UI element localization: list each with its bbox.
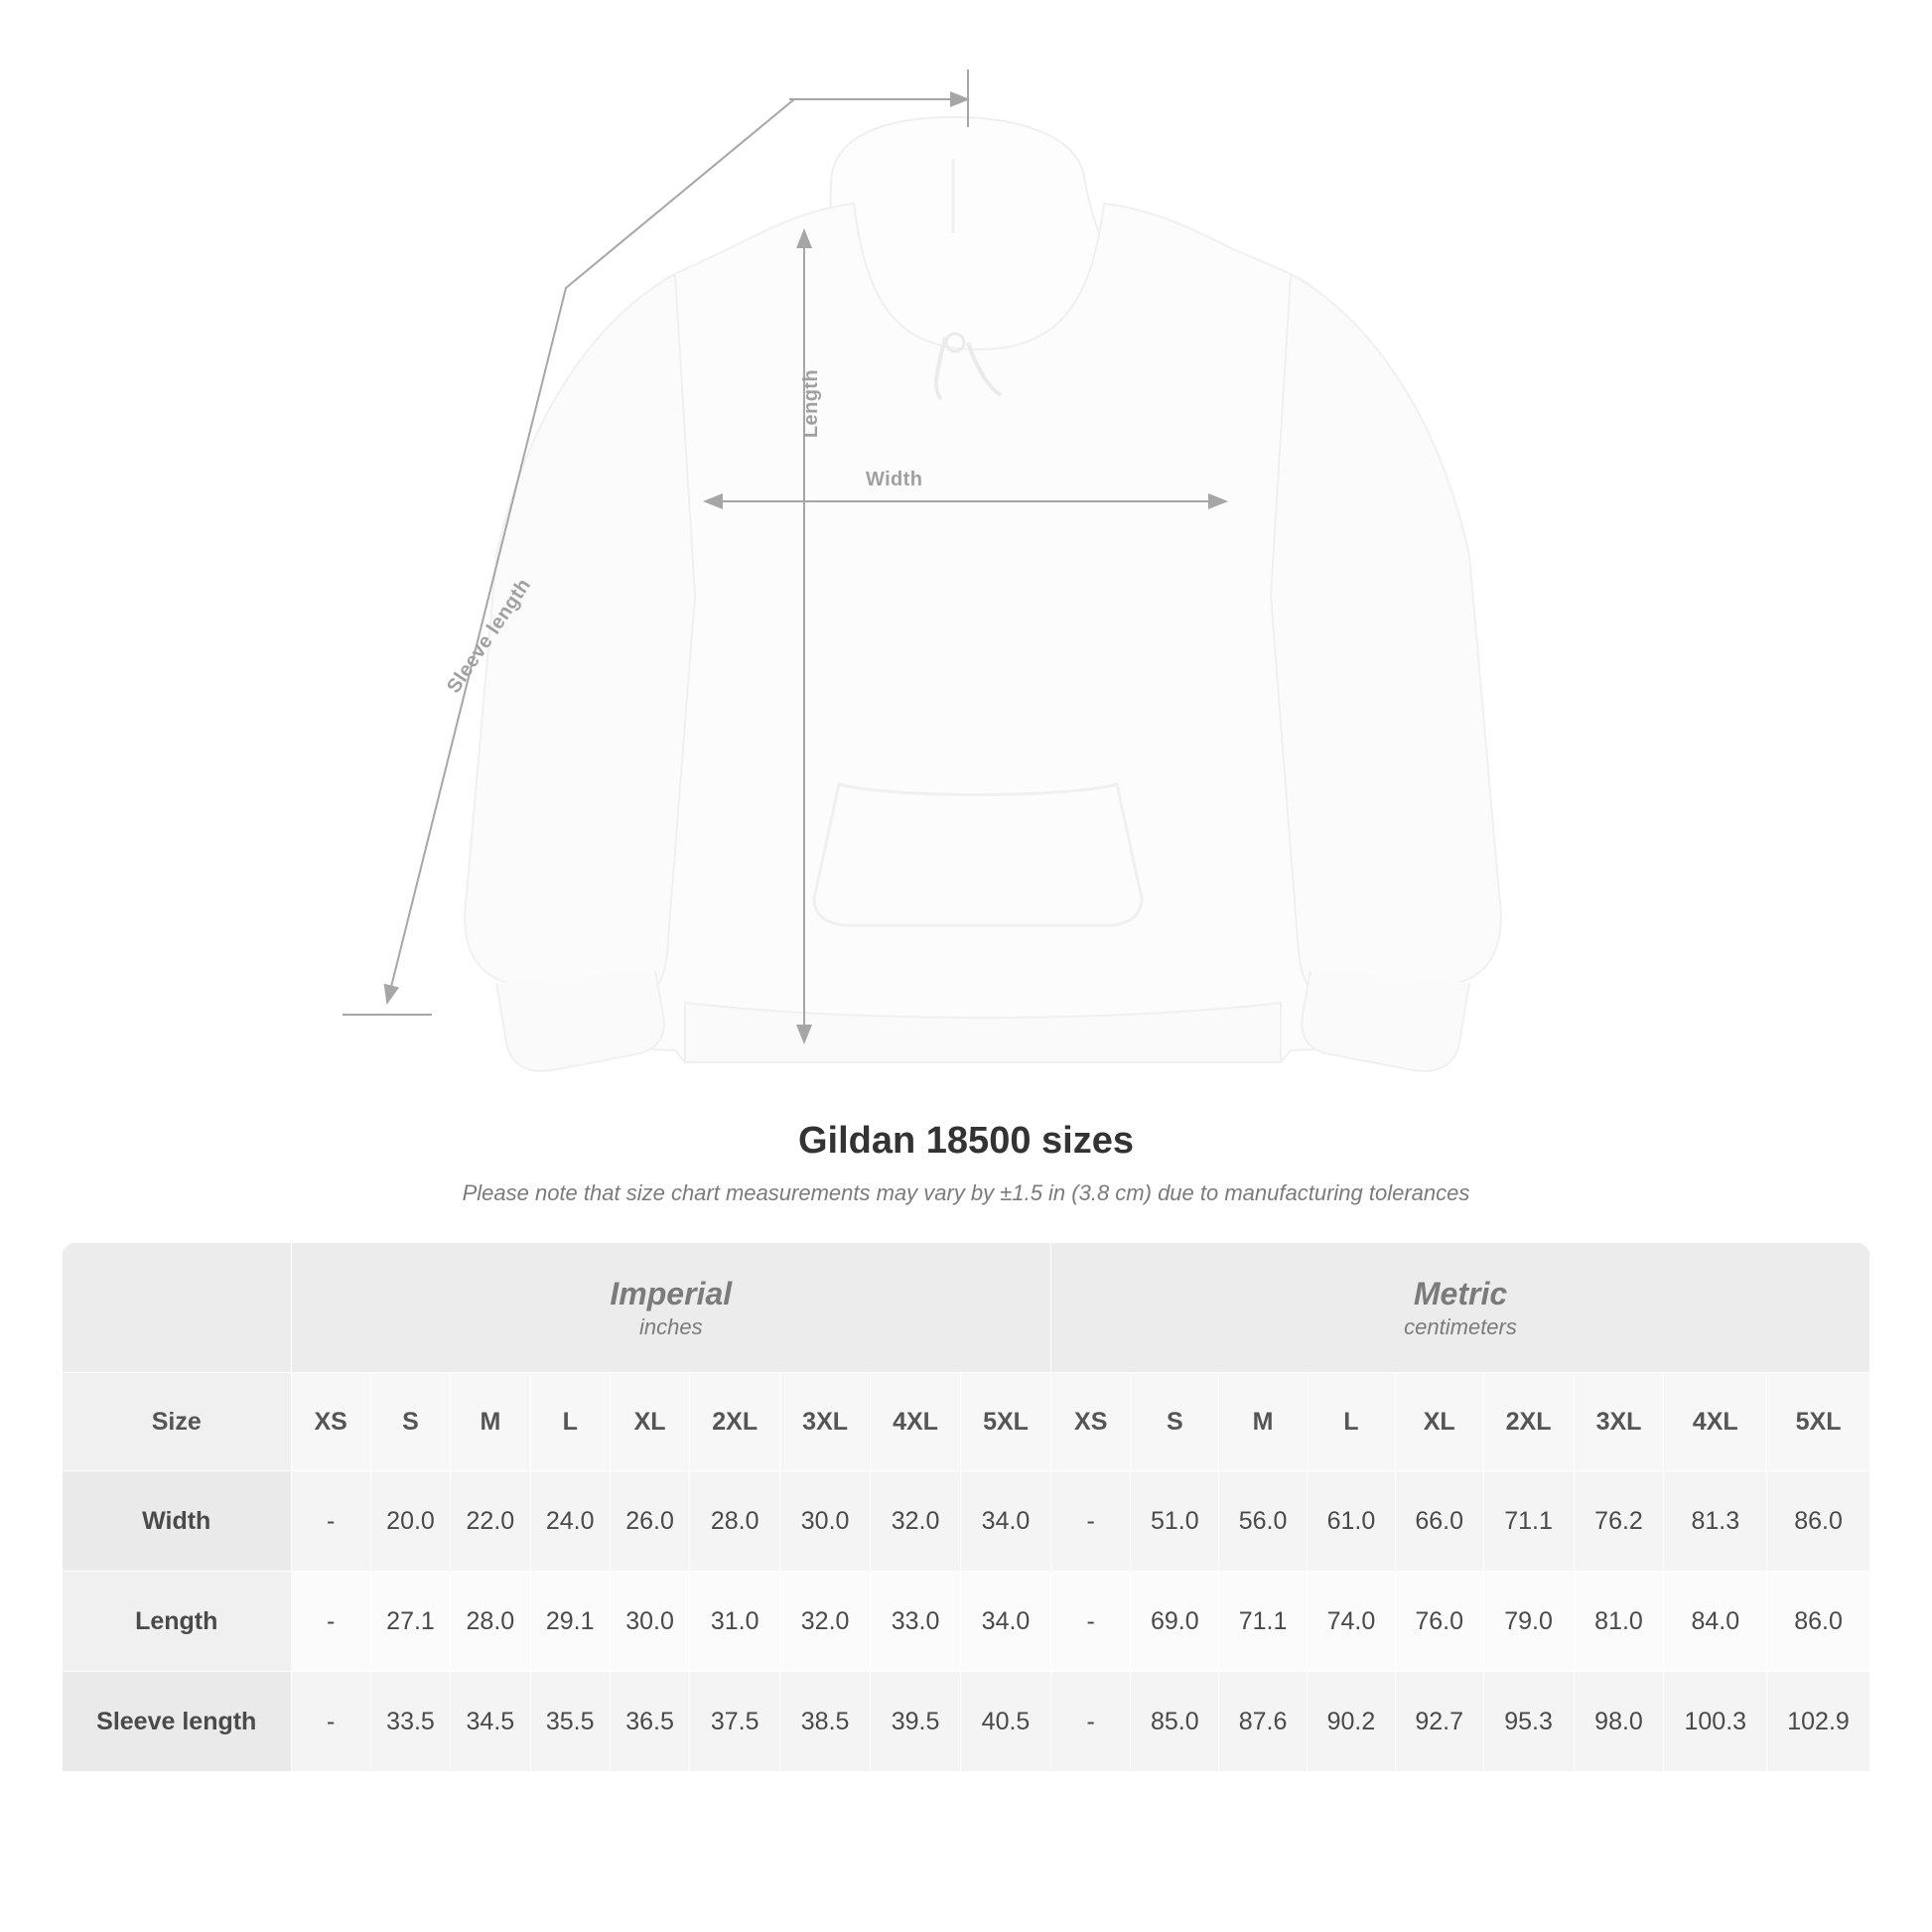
- header-imperial-s: S: [370, 1373, 450, 1471]
- hoodie-shape: [465, 117, 1501, 1071]
- cell-width-imperial-xs: -: [291, 1471, 370, 1572]
- size-chart-table: [62, 1242, 1870, 1772]
- cell-length-imperial-2xl: 31.0: [690, 1572, 780, 1672]
- row-label-length: Length: [63, 1572, 292, 1672]
- table-row: [63, 1672, 1870, 1772]
- cell-length-imperial-4xl: 33.0: [871, 1572, 961, 1672]
- header-size: Size: [63, 1373, 292, 1471]
- cell-length-imperial-xs: -: [291, 1572, 370, 1672]
- cell-width-imperial-xl: 26.0: [610, 1471, 689, 1572]
- cell-sleeve-metric-m: 87.6: [1219, 1672, 1308, 1772]
- header-imperial-l: L: [530, 1373, 610, 1471]
- cell-length-metric-m: 71.1: [1219, 1572, 1308, 1672]
- cell-width-imperial-5xl: 34.0: [960, 1471, 1050, 1572]
- header-metric-xl: XL: [1395, 1373, 1483, 1471]
- row-label-width: Width: [63, 1471, 292, 1572]
- cell-length-metric-5xl: 86.0: [1767, 1572, 1870, 1672]
- header-metric-2xl: 2XL: [1483, 1373, 1574, 1471]
- cell-sleeve-metric-s: 85.0: [1131, 1672, 1219, 1772]
- header-metric-5xl: 5XL: [1767, 1373, 1870, 1471]
- row-label-sleeve-length: Sleeve length: [63, 1672, 292, 1772]
- width-label: Width: [866, 469, 923, 490]
- cell-length-metric-s: 69.0: [1131, 1572, 1219, 1672]
- cell-sleeve-imperial-xs: -: [291, 1672, 370, 1772]
- header-imperial-5xl: 5XL: [960, 1373, 1050, 1471]
- cell-length-metric-xl: 76.0: [1395, 1572, 1483, 1672]
- size-chart-table-wrap: [62, 1242, 1870, 1772]
- cell-sleeve-imperial-3xl: 38.5: [780, 1672, 871, 1772]
- cell-sleeve-imperial-xl: 36.5: [610, 1672, 689, 1772]
- header-metric-s: S: [1131, 1373, 1219, 1471]
- cell-width-metric-m: 56.0: [1219, 1471, 1308, 1572]
- metric-group-header: [1051, 1243, 1870, 1373]
- sleeve-length-label: Sleeve length: [443, 574, 536, 698]
- cell-sleeve-metric-4xl: 100.3: [1664, 1672, 1767, 1772]
- cell-length-imperial-xl: 30.0: [610, 1572, 689, 1672]
- header-imperial-2xl: 2XL: [690, 1373, 780, 1471]
- cell-width-imperial-3xl: 30.0: [780, 1471, 871, 1572]
- imperial-sublabel: inches: [638, 1313, 703, 1339]
- cell-width-imperial-s: 20.0: [370, 1471, 450, 1572]
- cell-sleeve-imperial-4xl: 39.5: [871, 1672, 961, 1772]
- header-imperial-m: M: [451, 1373, 530, 1471]
- header-imperial-3xl: 3XL: [780, 1373, 871, 1471]
- cell-length-imperial-5xl: 34.0: [960, 1572, 1050, 1672]
- cell-length-imperial-s: 27.1: [370, 1572, 450, 1672]
- cell-length-metric-l: 74.0: [1308, 1572, 1396, 1672]
- cell-sleeve-metric-l: 90.2: [1308, 1672, 1396, 1772]
- header-imperial-xs: XS: [291, 1373, 370, 1471]
- column-header-row: [63, 1373, 1870, 1471]
- cell-sleeve-metric-xs: -: [1051, 1672, 1131, 1772]
- cell-width-metric-2xl: 71.1: [1483, 1471, 1574, 1572]
- cell-length-metric-2xl: 79.0: [1483, 1572, 1574, 1672]
- chart-title: Gildan 18500 sizes: [798, 1120, 1134, 1162]
- metric-sublabel: centimeters: [1404, 1313, 1517, 1339]
- header-metric-l: L: [1308, 1373, 1396, 1471]
- table-row: [63, 1471, 1870, 1572]
- cell-sleeve-metric-3xl: 98.0: [1574, 1672, 1664, 1772]
- table-corner-cell: [63, 1243, 292, 1373]
- header-metric-m: M: [1219, 1373, 1308, 1471]
- cell-width-imperial-l: 24.0: [530, 1471, 610, 1572]
- cell-sleeve-metric-xl: 92.7: [1395, 1672, 1483, 1772]
- cell-width-metric-3xl: 76.2: [1574, 1471, 1664, 1572]
- cell-sleeve-metric-2xl: 95.3: [1483, 1672, 1574, 1772]
- chart-note: Please note that size chart measurements may vary by ±1.5 in (3.8 cm) due to manufacturing tolerances: [462, 1180, 1470, 1205]
- unit-header-row: [63, 1243, 1870, 1373]
- cell-length-imperial-3xl: 32.0: [780, 1572, 871, 1672]
- cell-width-metric-s: 51.0: [1131, 1471, 1219, 1572]
- table-row: [63, 1572, 1870, 1672]
- cell-sleeve-imperial-l: 35.5: [530, 1672, 610, 1772]
- cell-width-metric-l: 61.0: [1308, 1471, 1396, 1572]
- cell-width-metric-xl: 66.0: [1395, 1471, 1483, 1572]
- cell-width-metric-5xl: 86.0: [1767, 1471, 1870, 1572]
- cell-length-imperial-l: 29.1: [530, 1572, 610, 1672]
- length-label: Length: [800, 369, 822, 439]
- header-metric-4xl: 4XL: [1664, 1373, 1767, 1471]
- imperial-group-header: [291, 1243, 1051, 1373]
- title-block: [0, 1120, 1932, 1206]
- cell-sleeve-imperial-s: 33.5: [370, 1672, 450, 1772]
- header-metric-xs: XS: [1051, 1373, 1131, 1471]
- header-imperial-xl: XL: [610, 1373, 689, 1471]
- cell-width-metric-xs: -: [1051, 1471, 1131, 1572]
- cell-width-imperial-m: 22.0: [451, 1471, 530, 1572]
- cell-width-metric-4xl: 81.3: [1664, 1471, 1767, 1572]
- imperial-label: Imperial: [610, 1275, 733, 1311]
- cell-width-imperial-2xl: 28.0: [690, 1471, 780, 1572]
- cell-length-imperial-m: 28.0: [451, 1572, 530, 1672]
- header-imperial-4xl: 4XL: [871, 1373, 961, 1471]
- cell-sleeve-metric-5xl: 102.9: [1767, 1672, 1870, 1772]
- cell-length-metric-4xl: 84.0: [1664, 1572, 1767, 1672]
- cell-sleeve-imperial-2xl: 37.5: [690, 1672, 780, 1772]
- header-metric-3xl: 3XL: [1574, 1373, 1664, 1471]
- cell-sleeve-imperial-5xl: 40.5: [960, 1672, 1050, 1772]
- cell-sleeve-imperial-m: 34.5: [451, 1672, 530, 1772]
- cell-width-imperial-4xl: 32.0: [871, 1471, 961, 1572]
- metric-label: Metric: [1413, 1275, 1508, 1311]
- cell-length-metric-3xl: 81.0: [1574, 1572, 1664, 1672]
- cell-length-metric-xs: -: [1051, 1572, 1131, 1672]
